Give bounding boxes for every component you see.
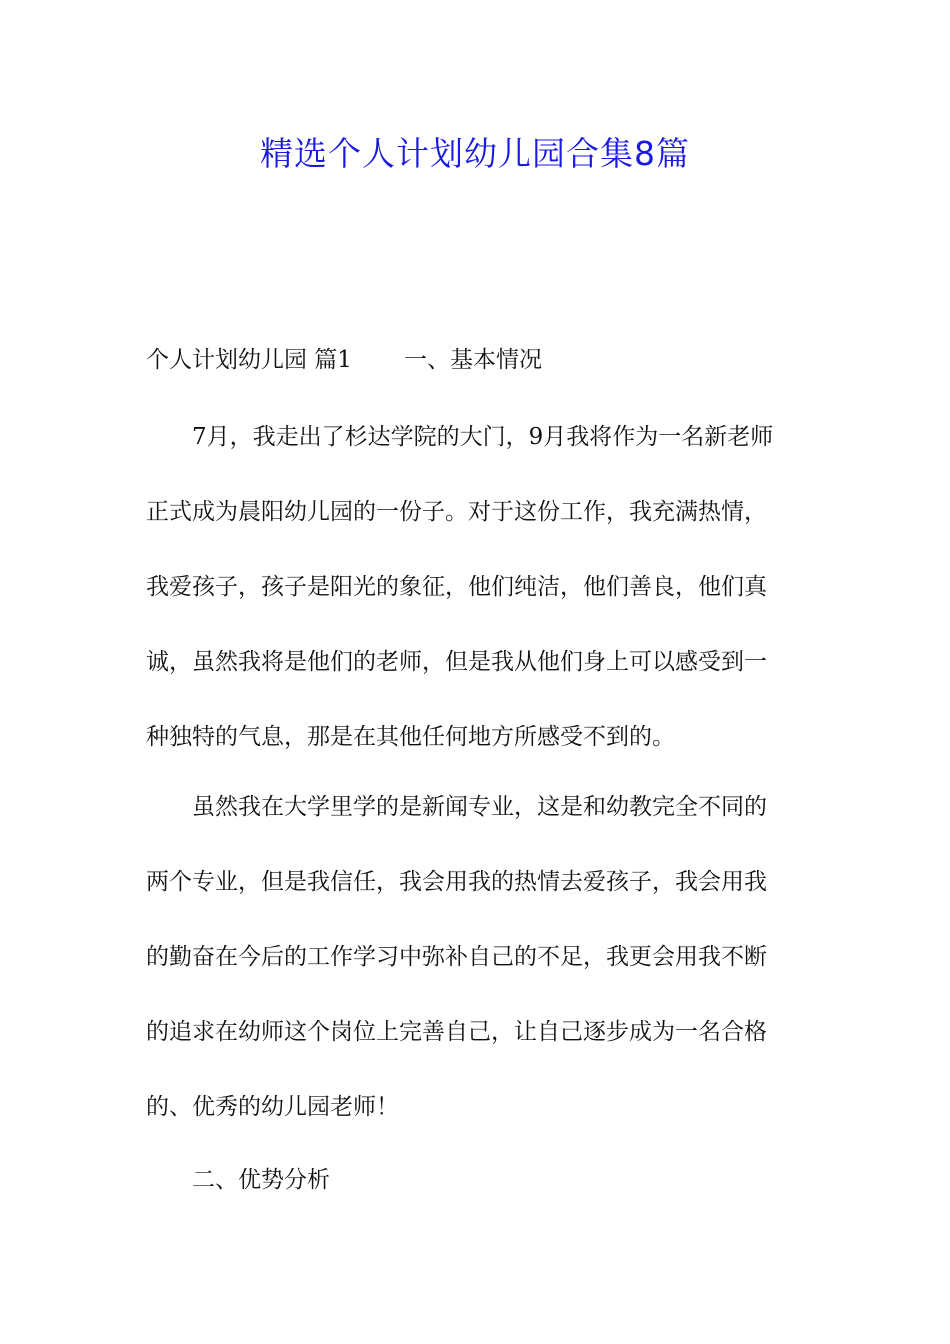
paragraph-line: 我爱孩子，孩子是阳光的象征，他们纯洁，他们善良，他们真: [146, 574, 767, 600]
paragraph-2: [146, 770, 816, 1145]
paragraph-line: 虽然我在大学里学的是新闻专业，这是和幼教完全不同的: [192, 794, 767, 820]
paragraph-line: 两个专业，但是我信任，我会用我的热情去爱孩子，我会用我: [146, 869, 767, 895]
paragraph-line: 的勤奋在今后的工作学习中弥补自己的不足，我更会用我不断: [146, 944, 767, 970]
article-heading-line: [146, 342, 542, 378]
paragraph-line: 的追求在幼师这个岗位上完善自己，让自己逐步成为一名合格: [146, 1019, 767, 1045]
paragraph-line: 的、优秀的幼儿园老师！: [146, 1094, 399, 1120]
document-title: 精选个人计划幼儿园合集8篇: [260, 134, 690, 173]
paragraph-1: [146, 400, 816, 775]
section-one-heading: 一、基本情况: [403, 347, 542, 373]
paragraph-line: 种独特的气息，那是在其他任何地方所感受不到的。: [146, 724, 675, 750]
article-label: 个人计划幼儿园 篇1: [146, 347, 352, 373]
paragraph-line: 7月，我走出了杉达学院的大门，9月我将作为一名新老师: [192, 424, 774, 450]
paragraph-line: 诚，虽然我将是他们的老师，但是我从他们身上可以感受到一: [146, 649, 767, 675]
section-two-heading: 二、优势分析: [192, 1167, 330, 1193]
paragraph-line: 正式成为晨阳幼儿园的一份子。对于这份工作，我充满热情，: [146, 499, 767, 525]
